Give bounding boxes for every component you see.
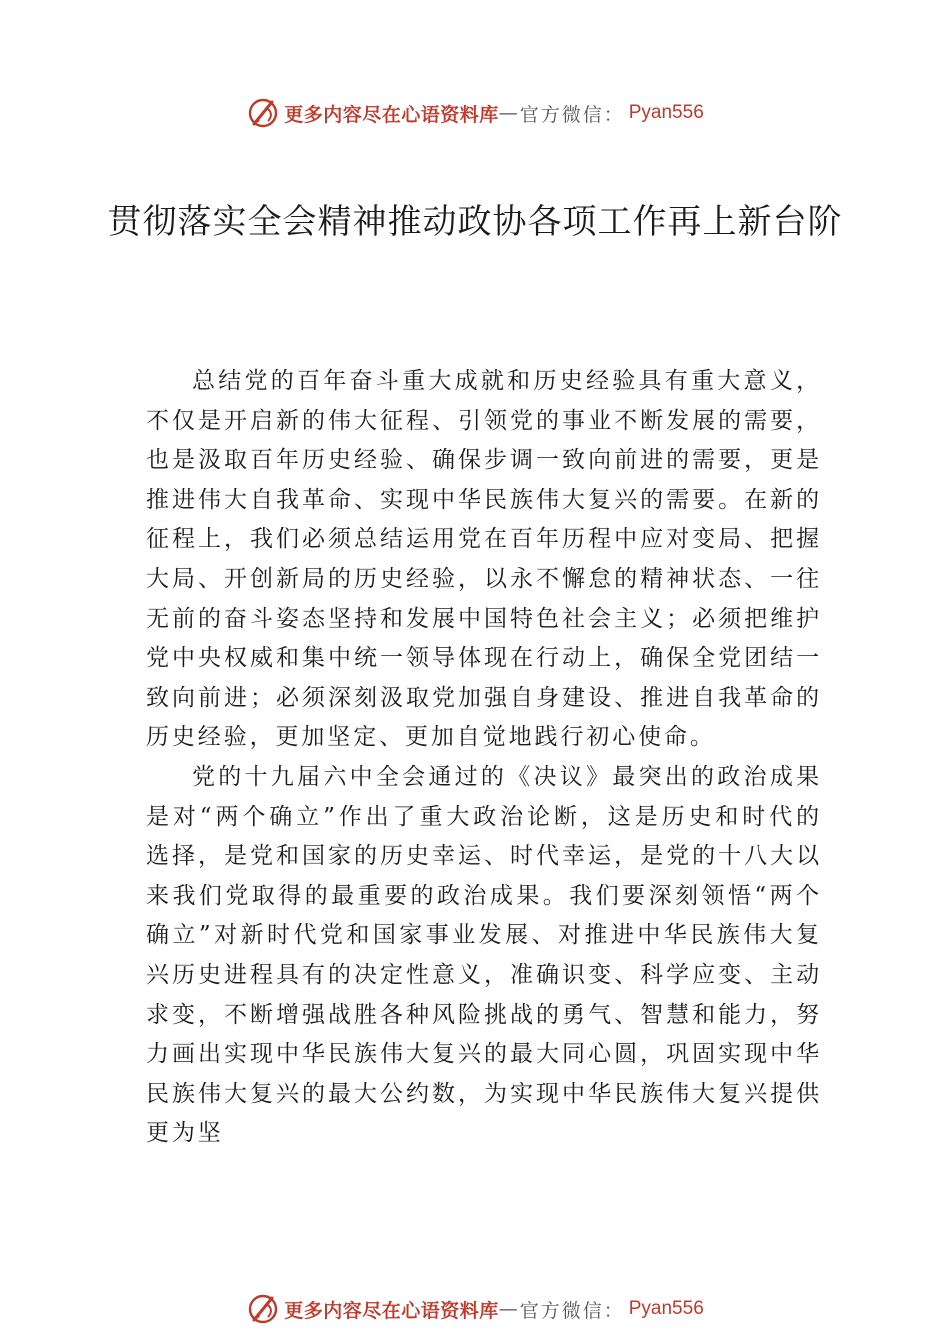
wechat-label: 官方微信： bbox=[519, 1299, 625, 1322]
document-title: 贯彻落实全会精神推动政协各项工作再上新台阶 bbox=[107, 202, 843, 242]
wechat-id: Pyan556 bbox=[628, 1298, 704, 1319]
document-body bbox=[146, 362, 822, 1154]
paragraph-1: 总结党的百年奋斗重大成就和历史经验具有重大意义，不仅是开启新的伟大征程、引领党的事业不断发展的需要，也是汲取百年历史经验、确保步调一致向前进的需要，更是推进伟大自我革命、实现中华民族伟大复兴的需要。在新的征程上，我们必须总结运用党在百年历程中应对变局、把握大局、开创新局的历史经验，以永不懈怠的精神状态、一往无前的奋斗姿态坚持和发展中国特色社会主义；必须把维护党中央权威和集中统一领导体现在行动上，确保全党团结一致向前进；必须深刻汲取党加强自身建设、推进自我革命的历史经验，更加坚定、更加自觉地践行初心使命。 bbox=[146, 368, 822, 751]
site-name: 更多内容尽在心语资料库 bbox=[284, 1299, 499, 1322]
wechat-label: 官方微信： bbox=[519, 103, 625, 126]
footer-banner bbox=[0, 1289, 950, 1329]
site-name: 更多内容尽在心语资料库 bbox=[284, 103, 499, 126]
banner-dash: — bbox=[498, 102, 520, 124]
pen-logo-icon bbox=[246, 1292, 280, 1326]
pen-logo-icon bbox=[246, 96, 280, 130]
wechat-id: Pyan556 bbox=[628, 102, 704, 123]
header-banner bbox=[0, 93, 950, 133]
banner-dash: — bbox=[498, 1298, 520, 1320]
paragraph-2: 党的十九届六中全会通过的《决议》最突出的政治成果是对“两个确立”作出了重大政治论断，这是历史和时代的选择，是党和国家的历史幸运、时代幸运，是党的十八大以来我们党取得的最重要的政治成果。我们要深刻领悟“两个确立”对新时代党和国家事业发展、对推进中华民族伟大复兴历史进程具有的决定性意义，准确识变、科学应变、主动求变，不断增强战胜各种风险挑战的勇气、智慧和能力，努力画出实现中华民族伟大复兴的最大同心圆，巩固实现中华民族伟大复兴的最大公约数，为实现中华民族伟大复兴提供更为坚 bbox=[146, 763, 822, 1147]
